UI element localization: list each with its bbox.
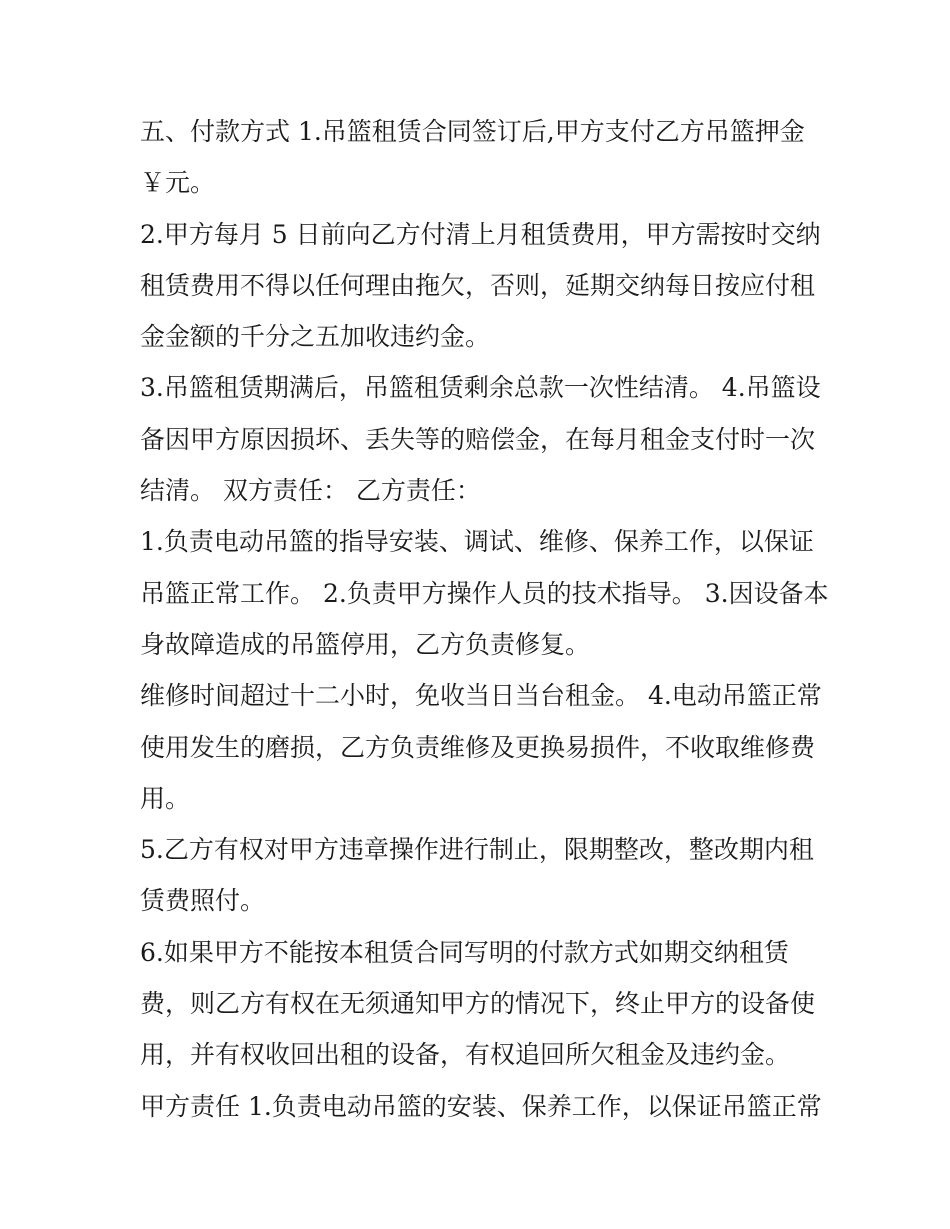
text-line: 甲方责任 1.负责电动吊篮的安装、保养工作，以保证吊篮正常	[140, 1091, 822, 1121]
text-line: 租赁费用不得以任何理由拖欠，否则，延期交纳每日按应付租	[140, 270, 816, 300]
text-line: 赁费照付。	[140, 886, 266, 916]
text-line: 金金额的千分之五加收违约金。	[140, 322, 491, 352]
text-line: 备因甲方原因损坏、丢失等的赔偿金，在每月租金支付时一次	[140, 424, 816, 454]
text-line: 1.负责电动吊篮的指导安装、调试、维修、保养工作，以保证	[140, 527, 814, 557]
text-line: 使用发生的磨损，乙方负责维修及更换易损件，不收取维修费	[140, 732, 816, 762]
text-line: 3.吊篮租赁期满后，吊篮租赁剩余总款一次性结清。 4.吊篮设	[140, 373, 821, 403]
text-line: 6.如果甲方不能按本租赁合同写明的付款方式如期交纳租赁	[140, 937, 789, 967]
text-line: 5.乙方有权对甲方违章操作进行制止，限期整改，整改期内租	[140, 835, 814, 865]
text-line: 维修时间超过十二小时，免收当日当台租金。 4.电动吊篮正常	[140, 681, 822, 711]
text-line: 身故障造成的吊篮停用，乙方负责修复。	[140, 629, 591, 659]
text-line: 五、付款方式 1.吊篮租赁合同签订后,甲方支付乙方吊篮押金	[140, 117, 805, 146]
text-line: 用。	[140, 783, 191, 813]
text-line: 用，并有权收回出租的设备，有权追回所欠租金及违约金。	[140, 1040, 791, 1070]
text-line: 结清。 双方责任： 乙方责任：	[140, 476, 481, 506]
text-line: 2.甲方每月 5 日前向乙方付清上月租赁费用，甲方需按时交纳	[140, 219, 821, 249]
contract-body-text	[140, 106, 829, 1132]
text-line: 费，则乙方有权在无须通知甲方的情况下，终止甲方的设备使	[140, 989, 816, 1019]
text-line: 吊篮正常工作。 2.负责甲方操作人员的技术指导。 3.因设备本	[140, 578, 829, 608]
text-line: ￥元。	[140, 168, 216, 198]
